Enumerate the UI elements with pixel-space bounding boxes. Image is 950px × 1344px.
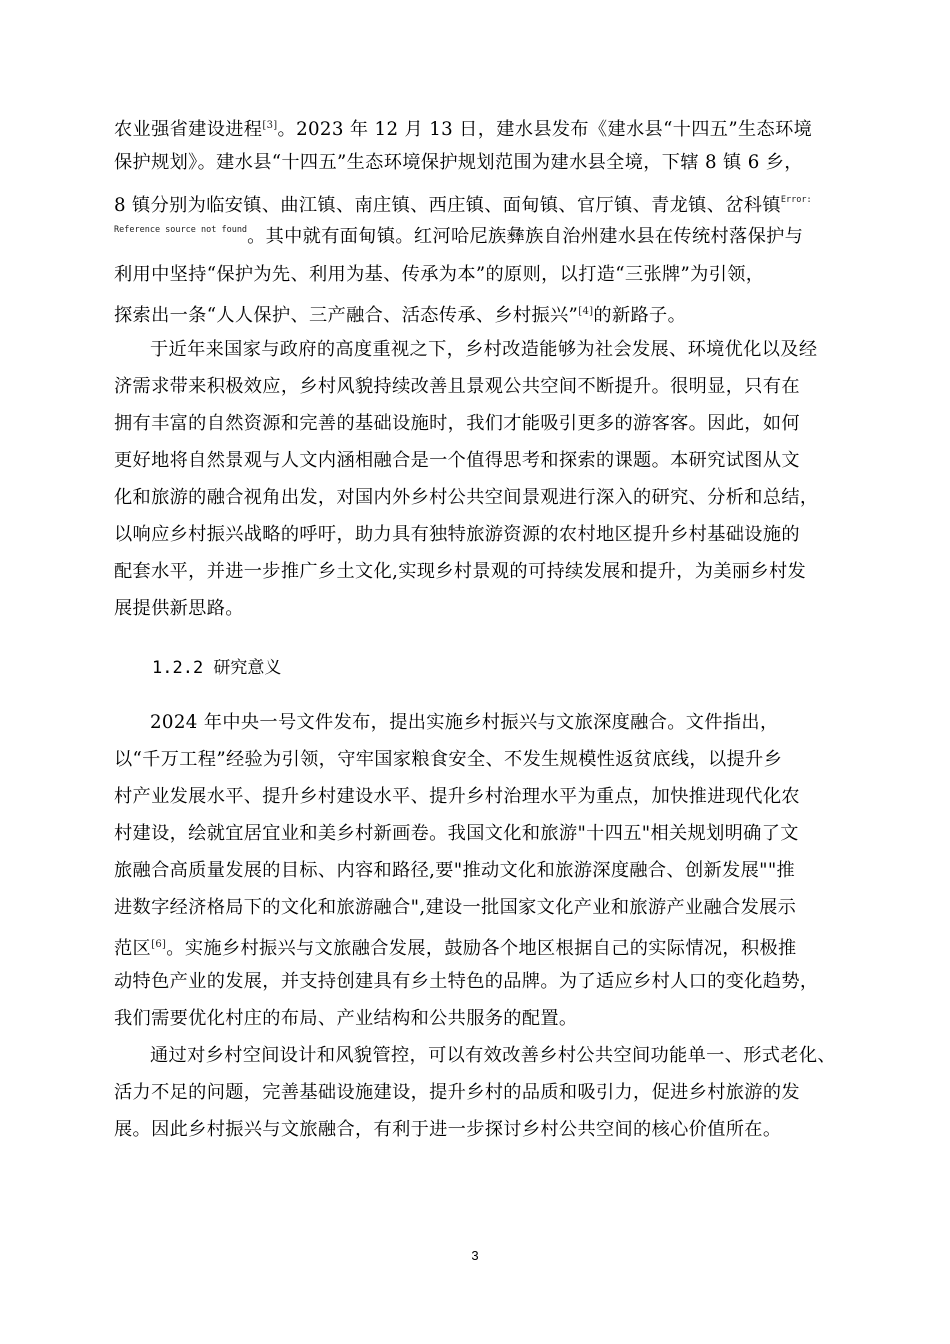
text: 探索出一条“人人保护、三产融合、活态传承、乡村振兴” [114,305,579,326]
p3-line-3: 村产业发展水平、提升乡村建设水平、提升乡村治理水平为重点，加快推进现代化农 [114,786,800,807]
text: 农业强省建设进程 [114,119,263,140]
text: 范区 [114,938,152,959]
page-number: 3 [471,1248,479,1263]
error-field-text: Error: [780,195,812,205]
p3-line-4: 村建设，绘就宜居宜业和美乡村新画卷。我国文化和旅游"十四五"相关规划明确了文 [114,823,799,844]
text: 。其中就有面甸镇。红河哈尼族彝族自治州建水县在传统村落保护与 [247,226,804,247]
citation-ref: [6] [151,939,167,950]
p2-line-5: 化和旅游的融合视角出发，对国内外乡村公共空间景观进行深入的研究、分析和总结， [114,487,819,508]
p2-line-2: 济需求带来积极效应，乡村风貌持续改善且景观公共空间不断提升。很明显，只有在 [114,376,800,397]
text: 8 镇分别为临安镇、曲江镇、南庄镇、西庄镇、面甸镇、官厅镇、青龙镇、岔科镇 [114,195,781,216]
p2-line-4: 更好地将自然景观与人文内涵相融合是一个值得思考和探索的课题。本研究试图从文 [114,450,800,471]
p3-line-9: 我们需要优化村庄的布局、产业结构和公共服务的配置。 [114,1008,578,1029]
p1-line-2: 保护规划》。建水县“十四五”生态环境保护规划范围为建水县全境，下辖 8 镇 6 乡， [114,152,803,173]
p1-line-1 [114,113,812,143]
p1-line-3 [114,187,812,219]
p4-line-2: 活力不足的问题，完善基础设施建设，提升乡村的品质和吸引力，促进乡村旅游的发 [114,1082,800,1103]
p3-line-5: 旅融合高质量发展的目标、内容和路径,要"推动文化和旅游深度融合、创新发展""推 [114,860,796,881]
p4-line-1: 通过对乡村空间设计和风貌管控，可以有效改善乡村公共空间功能单一、形式老化、 [150,1045,836,1066]
p3-line-8: 动特色产业的发展，并支持创建具有乡土特色的品牌。为了适应乡村人口的变化趋势， [114,971,819,992]
citation-ref: [4] [578,306,594,317]
p3-line-2: 以“千万工程”经验为引领，守牢国家粮食安全、不发生规模性返贫底线，以提升乡 [114,749,783,770]
citation-ref: [3] [262,120,278,131]
p1-line-6 [114,299,686,329]
text: 的新路子。 [593,305,687,326]
p2-line-3: 拥有丰富的自然资源和完善的基础设施时，我们才能吸引更多的游客客。因此，如何 [114,413,800,434]
p2-line-8: 展提供新思路。 [114,598,244,619]
p3-line-6: 进数字经济格局下的文化和旅游融合",建设一批国家文化产业和旅游产业融合发展示 [114,897,797,918]
p4-line-3: 展。因此乡村振兴与文旅融合，有利于进一步探讨乡村公共空间的核心价值所在。 [114,1119,782,1140]
error-field-text: Reference source not found [114,225,248,235]
p3-line-1: 2024 年中央一号文件发布，提出实施乡村振兴与文旅深度融合。文件指出， [150,712,779,733]
text: 。实施乡村振兴与文旅融合发展，鼓励各个地区根据自己的实际情况，积极推 [166,938,797,959]
p2-line-1: 于近年来国家与政府的高度重视之下，乡村改造能够为社会发展、环境优化以及经 [150,339,818,360]
p2-line-6: 以响应乡村振兴战略的呼吁，助力具有独特旅游资源的农村地区提升乡村基础设施的 [114,524,800,545]
p1-line-4 [114,224,803,253]
section-heading: 1.2.2 研究意义 [152,658,282,678]
p3-line-7 [114,932,797,962]
p1-line-5: 利用中坚持“保护为先、利用为基、传承为本”的原则，以打造“三张牌”为引领， [114,264,765,285]
text: 。2023 年 12 月 13 日，建水县发布《建水县“十四五”生态环境 [277,119,813,140]
p2-line-7: 配套水平，并进一步推广乡土文化,实现乡村景观的可持续发展和提升，为美丽乡村发 [114,561,807,582]
